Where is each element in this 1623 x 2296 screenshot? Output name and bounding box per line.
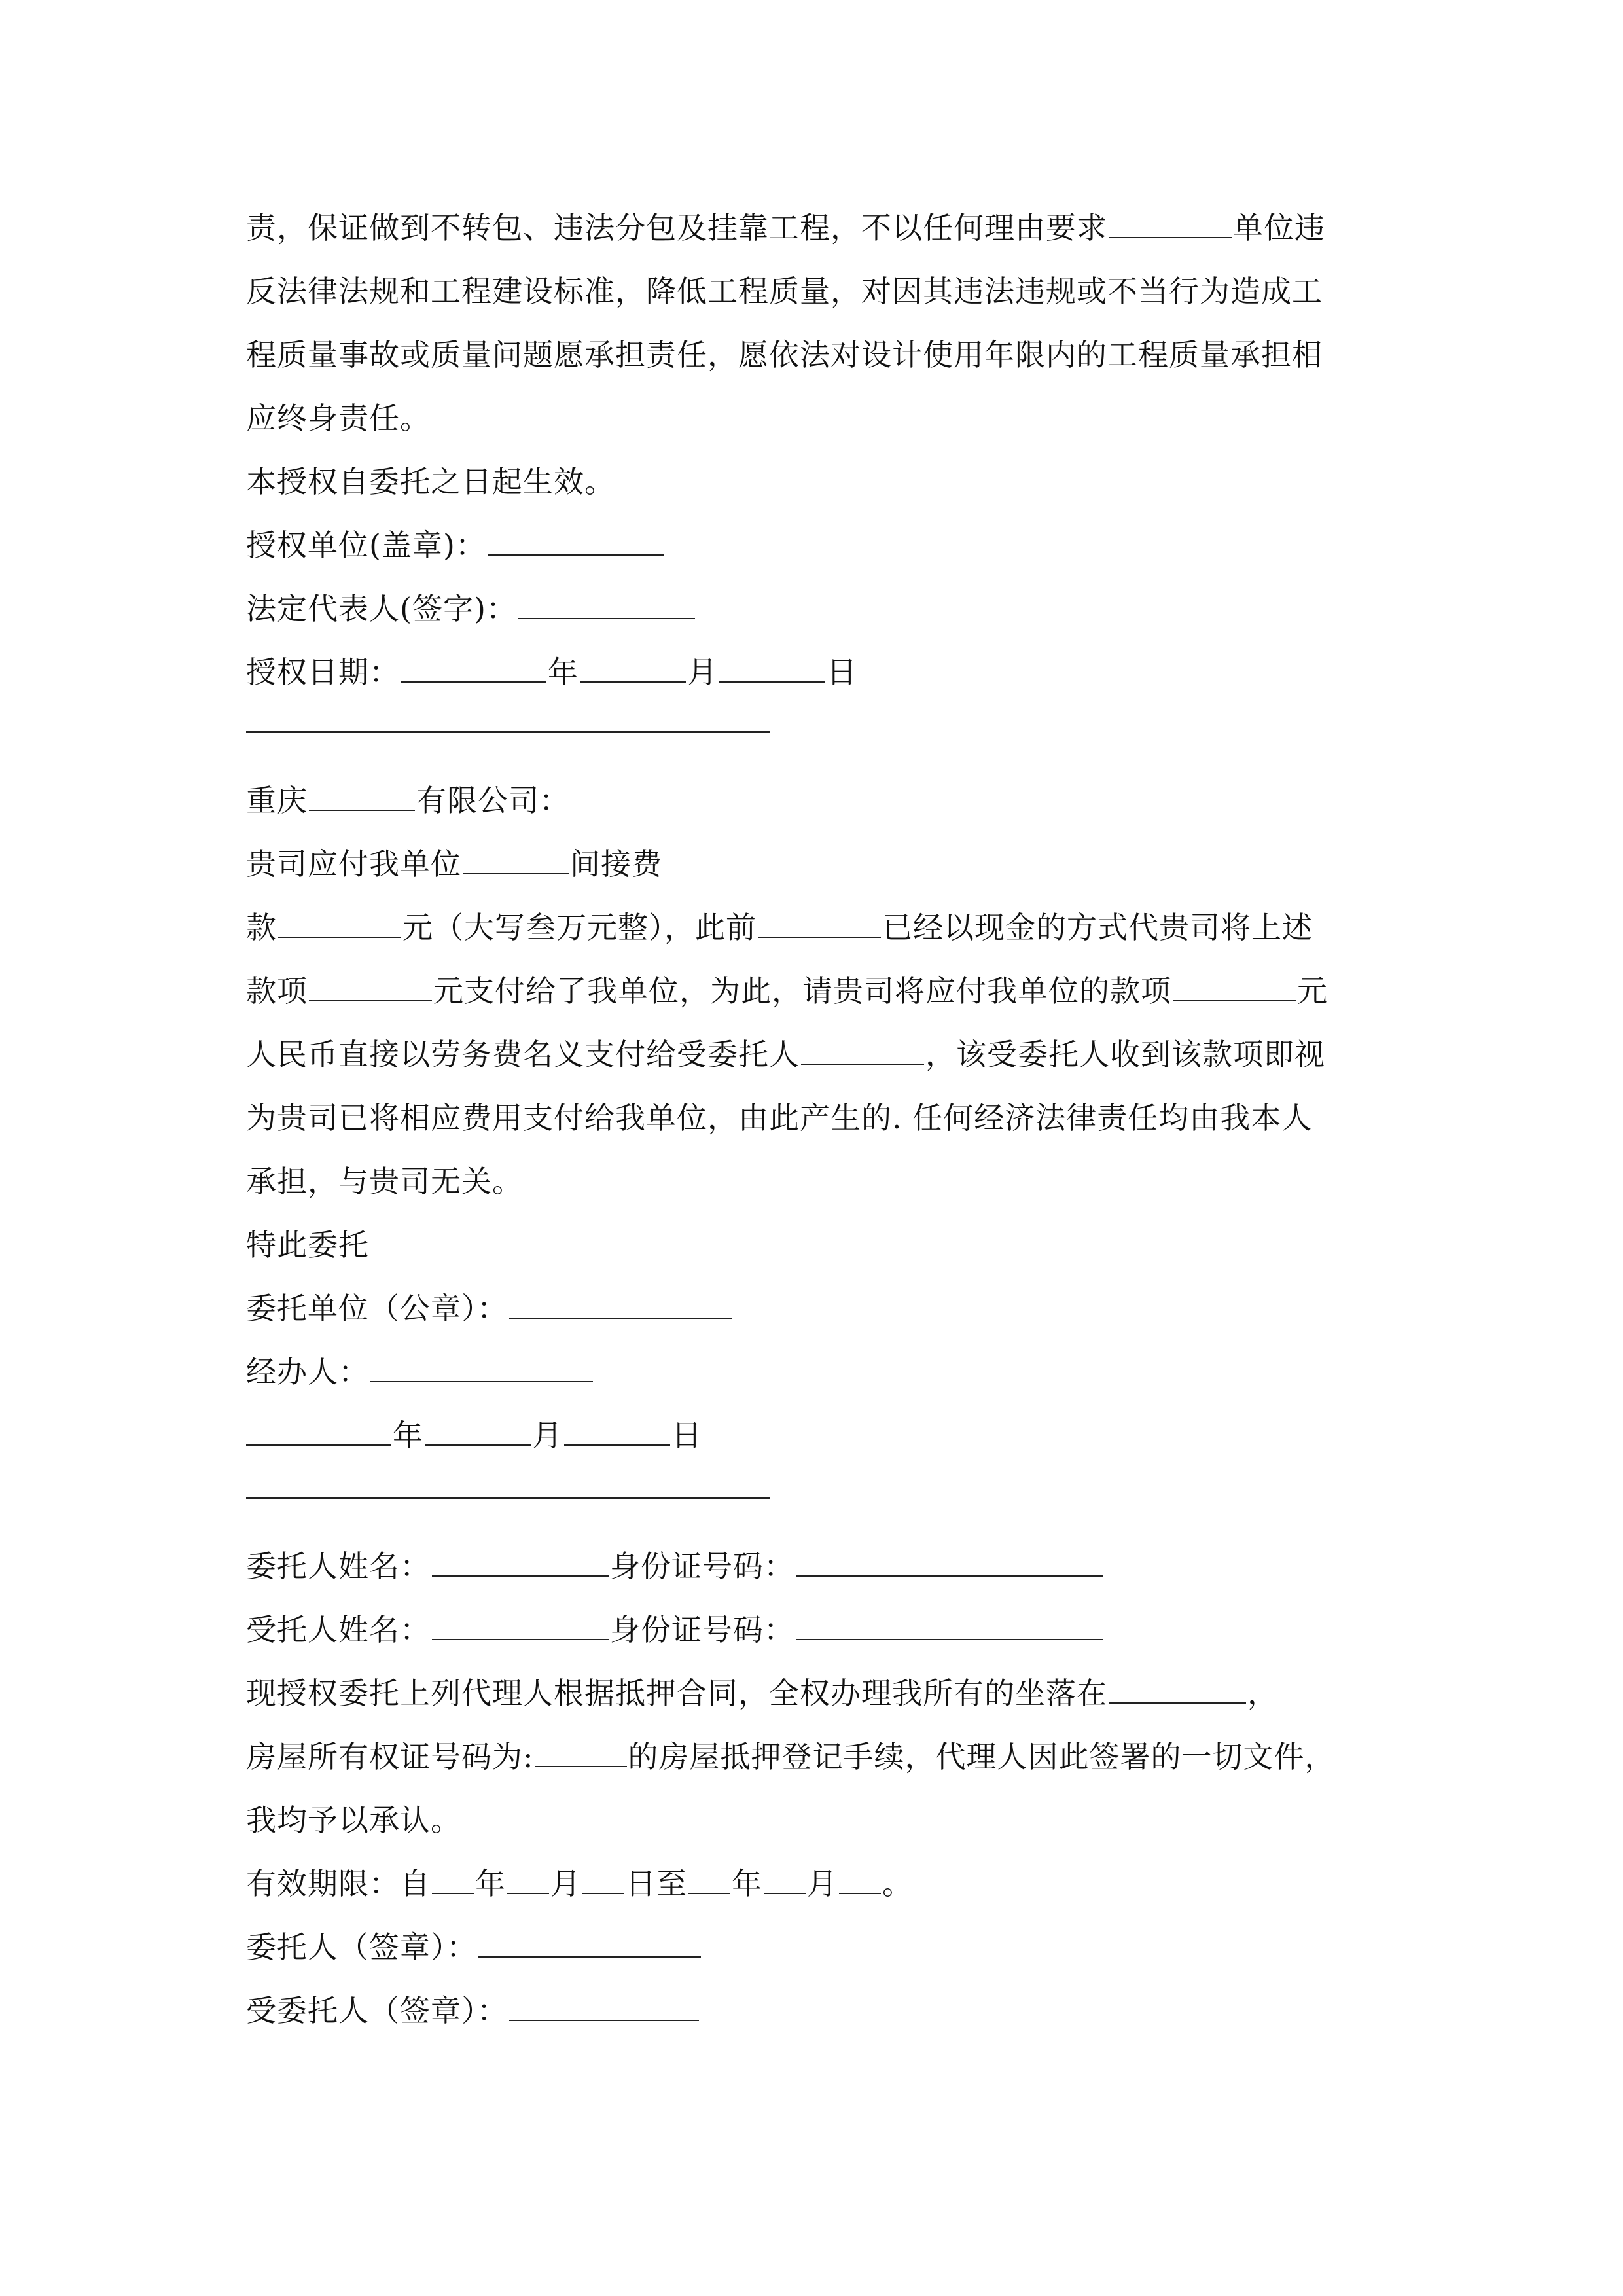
text-span: 现授权委托上列代理人根据抵押合同，全权办理我所有的坐落在 <box>246 1676 1107 1711</box>
client-unit-field[interactable] <box>509 1291 732 1319</box>
principal-sign-field[interactable] <box>478 1930 701 1958</box>
text-line <box>246 1674 1378 1713</box>
year-field[interactable] <box>432 1867 474 1894</box>
label: 委托单位（公章）： <box>246 1291 508 1326</box>
fill-blank[interactable] <box>463 847 569 874</box>
divider <box>246 1497 770 1499</box>
label: 授权日期： <box>246 655 400 690</box>
text-line: 特此委托 <box>246 1227 369 1263</box>
fill-blank[interactable] <box>278 910 401 938</box>
text-span: 责，保证做到不转包、违法分包及挂靠工程，不以任何理由要求 <box>246 210 1107 245</box>
label: 日 <box>671 1418 702 1453</box>
label: 月 <box>550 1866 581 1901</box>
effective-line: 本授权自委托之日起生效。 <box>246 464 615 499</box>
label: 月 <box>687 655 718 690</box>
text-line: 我均予以承认。 <box>246 1803 461 1838</box>
label: 日至 <box>626 1866 687 1901</box>
label: 年 <box>393 1418 423 1453</box>
principal-line <box>246 1547 1378 1586</box>
auth-date-line <box>246 653 1378 692</box>
label: 经办人： <box>246 1354 369 1390</box>
text-line <box>246 1737 1378 1776</box>
text-span: 已经以现金的方式代贵司将上述 <box>882 910 1313 945</box>
label: 日 <box>827 655 857 690</box>
month-field[interactable] <box>507 1867 549 1894</box>
text-span: 人民币直接以劳务费名义支付给受委托人 <box>246 1037 800 1072</box>
text-line <box>246 908 1378 947</box>
label: 月 <box>807 1866 838 1901</box>
principal-name-field[interactable] <box>432 1549 609 1577</box>
month-field[interactable] <box>764 1867 806 1894</box>
divider <box>246 731 770 733</box>
text-span: 款项 <box>246 973 308 1009</box>
day-field[interactable] <box>582 1867 624 1894</box>
text-span: 元 <box>1297 973 1328 1009</box>
day-field[interactable] <box>719 655 825 683</box>
legal-rep-field[interactable] <box>518 592 695 619</box>
location-field[interactable] <box>1109 1676 1246 1704</box>
fill-blank[interactable] <box>758 910 881 938</box>
principal-id-field[interactable] <box>796 1549 1103 1577</box>
text-span: ，该受委托人收到该款项即视 <box>925 1037 1325 1072</box>
text-span: 贵司应付我单位 <box>246 846 461 882</box>
auth-unit-line <box>246 526 1378 565</box>
label: 。 <box>882 1866 913 1901</box>
label: 授权单位(盖章)： <box>246 528 486 563</box>
text-line <box>246 844 1378 884</box>
text-span: ， <box>1247 1676 1278 1711</box>
month-field[interactable] <box>425 1418 531 1446</box>
text-line: 反法律法规和工程建设标准，降低工程质量，对因其违法违规或不当行为造成工 <box>246 274 1323 309</box>
fill-blank[interactable] <box>309 783 415 811</box>
text-line: 程质量事故或质量问题愿承担责任，愿依法对设计使用年限内的工程质量承担相 <box>246 337 1323 372</box>
label: 年 <box>475 1866 506 1901</box>
label: 月 <box>532 1418 563 1453</box>
addressee-line <box>246 781 1378 820</box>
principal-sign-line <box>246 1928 1378 1967</box>
text-span: 款 <box>246 910 277 945</box>
text-line: 应终身责任。 <box>246 401 431 436</box>
label: 年 <box>548 655 579 690</box>
legal-rep-line <box>246 589 1378 628</box>
text-span: 单位违 <box>1233 210 1325 245</box>
handler-field[interactable] <box>370 1355 593 1382</box>
handler-line <box>246 1352 1378 1391</box>
fill-blank[interactable] <box>1173 974 1296 1001</box>
label: 委托人（签章）： <box>246 1929 477 1965</box>
fill-blank[interactable] <box>1109 211 1232 238</box>
label: 委托人姓名： <box>246 1549 431 1584</box>
text-line <box>246 208 1378 247</box>
text-span: 重庆 <box>246 783 308 818</box>
label: 年 <box>732 1866 762 1901</box>
day-field[interactable] <box>839 1867 881 1894</box>
label: 法定代表人(签字)： <box>246 591 517 626</box>
agent-line <box>246 1610 1378 1649</box>
agent-sign-field[interactable] <box>509 1994 699 2021</box>
fill-blank[interactable] <box>309 974 432 1001</box>
date-line <box>246 1416 1378 1455</box>
text-line: 承担，与贵司无关。 <box>246 1164 523 1199</box>
agent-name-field[interactable] <box>432 1613 609 1640</box>
label: 身份证号码： <box>610 1549 794 1584</box>
agent-sign-line <box>246 1991 1378 2030</box>
label: 受托人姓名： <box>246 1612 431 1647</box>
fill-blank[interactable] <box>801 1037 924 1065</box>
label: 身份证号码： <box>610 1612 794 1647</box>
year-field[interactable] <box>688 1867 730 1894</box>
month-field[interactable] <box>580 655 686 683</box>
year-field[interactable] <box>401 655 546 683</box>
text-line <box>246 971 1378 1011</box>
label: 有效期限：自 <box>246 1866 431 1901</box>
text-span: 有限公司： <box>416 783 570 818</box>
text-span: 元（大写叁万元整），此前 <box>402 910 757 945</box>
text-span: 的房屋抵押登记手续，代理人因此签署的一切文件， <box>628 1739 1336 1774</box>
text-line <box>246 1035 1378 1074</box>
auth-unit-field[interactable] <box>488 528 664 556</box>
year-field[interactable] <box>246 1418 391 1446</box>
certificate-field[interactable] <box>535 1740 627 1767</box>
client-unit-line <box>246 1289 1378 1328</box>
text-span: 元支付给了我单位，为此，请贵司将应付我单位的款项 <box>433 973 1171 1009</box>
text-line: 为贵司已将相应费用支付给我单位，由此产生的. 任何经济法律责任均由我本人 <box>246 1100 1313 1136</box>
label: 受委托人（签章）： <box>246 1993 508 2028</box>
text-span: 间接费 <box>570 846 662 882</box>
agent-id-field[interactable] <box>796 1613 1103 1640</box>
day-field[interactable] <box>564 1418 670 1446</box>
validity-line <box>246 1864 1378 1903</box>
text-span: 房屋所有权证号码为: <box>246 1739 534 1774</box>
